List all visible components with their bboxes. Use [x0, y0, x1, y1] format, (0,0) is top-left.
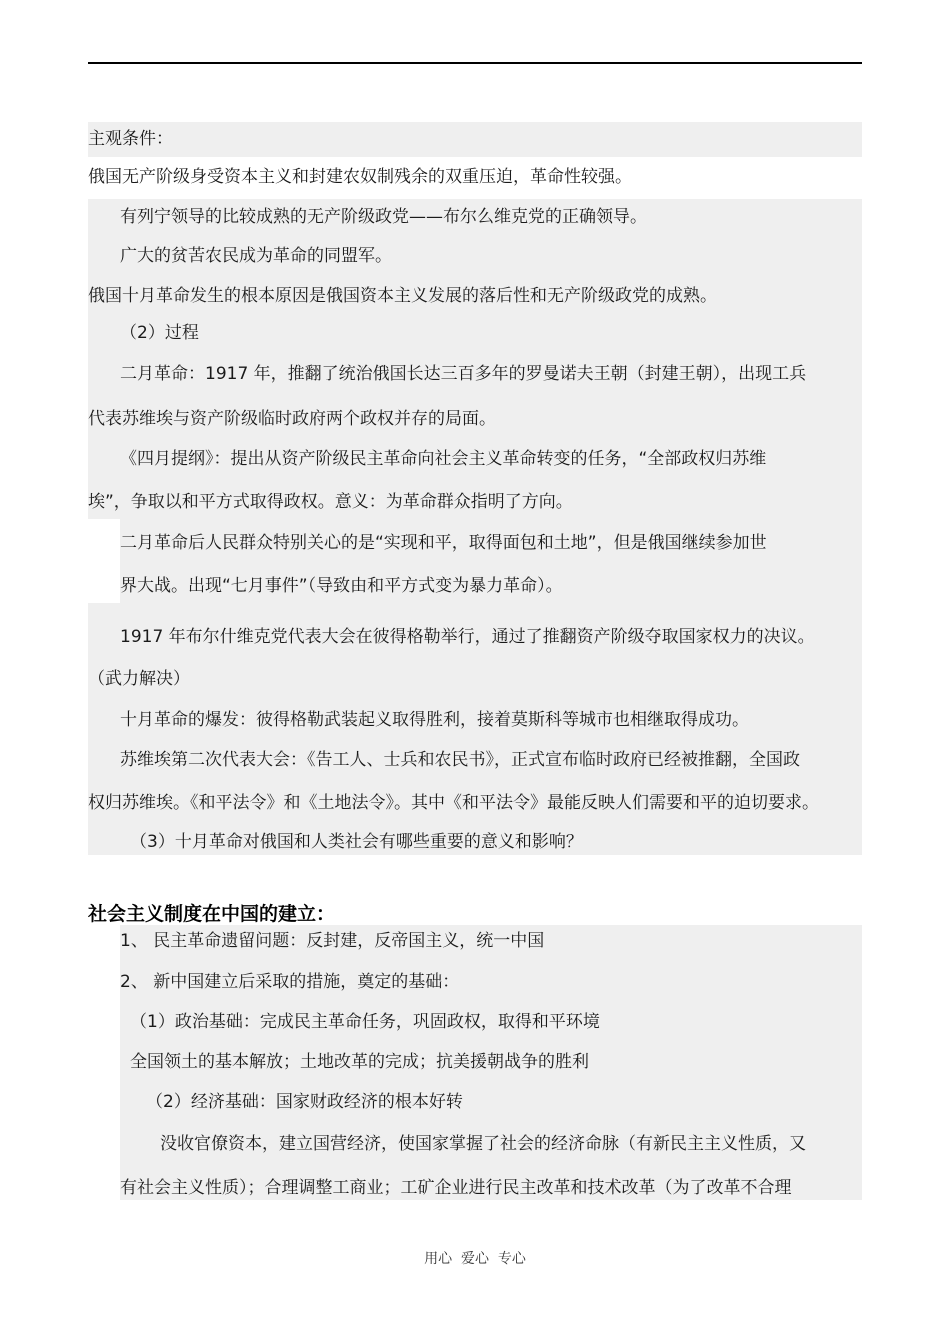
paragraph-line: 有社会主义性质）；合理调整工商业；工矿企业进行民主改革和技术改革（为了改革不合理 [120, 1178, 792, 1198]
section-title: 社会主义制度在中国的建立： [88, 903, 336, 925]
paragraph-line: 代表苏维埃与资产阶级临时政府两个政权并存的局面。 [88, 409, 496, 429]
paragraph-line: 没收官僚资本，建立国营经济，使国家掌握了社会的经济命脉（有新民主主义性质，又 [160, 1134, 806, 1154]
subsection-economic: （2）经济基础：国家财政经济的根本好转 [146, 1092, 463, 1112]
section-heading-process: （2）过程 [120, 323, 199, 343]
page-footer: 用心 爱心 专心 [424, 1251, 526, 1267]
paragraph-line: 苏维埃第二次代表大会：《告工人、士兵和农民书》，正式宣布临时政府已经被推翻，全国政 [120, 750, 800, 770]
paragraph-line: 二月革命：1917 年，推翻了统治俄国长达三百多年的罗曼诺夫王朝（封建王朝），出现工兵 [120, 364, 807, 384]
paragraph-line: 界大战。出现“七月事件”（导致由和平方式变为暴力革命）。 [120, 576, 563, 596]
header-rule [88, 62, 862, 64]
paragraph-line: 二月革命后人民群众特别关心的是“实现和平，取得面包和土地”，但是俄国继续参加世 [120, 533, 767, 553]
paragraph-line: 十月革命的爆发：彼得格勒武装起义取得胜利，接着莫斯科等城市也相继取得成功。 [120, 710, 749, 730]
list-item: 2、 新中国建立后采取的措施，奠定的基础： [120, 972, 460, 992]
paragraph-line: 权归苏维埃。《和平法令》和《土地法令》。其中《和平法令》最能反映人们需要和平的迫切要求。 [88, 793, 819, 813]
paragraph-line: 俄国十月革命发生的根本原因是俄国资本主义发展的落后性和无产阶级政党的成熟。 [88, 286, 717, 306]
subjective-conditions-label: 主观条件： [88, 129, 173, 149]
highlight-block-1 [88, 122, 862, 157]
paragraph-line: 广大的贫苦农民成为革命的同盟军。 [120, 246, 392, 266]
paragraph-line: 全国领土的基本解放；土地改革的完成；抗美援朝战争的胜利 [130, 1052, 589, 1072]
paragraph-line: 俄国无产阶级身受资本主义和封建农奴制残余的双重压迫，革命性较强。 [88, 167, 632, 187]
section-heading-significance: （3）十月革命对俄国和人类社会有哪些重要的意义和影响？ [130, 832, 583, 852]
list-item: 1、 民主革命遗留问题：反封建，反帝国主义，统一中国 [120, 931, 545, 951]
paragraph-line: 《四月提纲》：提出从资产阶级民主革命向社会主义革命转变的任务，“全部政权归苏维 [120, 449, 767, 469]
subsection-political: （1）政治基础：完成民主革命任务，巩固政权，取得和平环境 [130, 1012, 600, 1032]
paragraph-line: 1917 年布尔什维克党代表大会在彼得格勒举行，通过了推翻资产阶级夺取国家权力的决议。 [120, 627, 815, 647]
paragraph-line: 埃”，争取以和平方式取得政权。意义：为革命群众指明了方向。 [88, 492, 573, 512]
paragraph-line: （武力解决） [88, 669, 190, 689]
paragraph-line: 有列宁领导的比较成熟的无产阶级政党——布尔么维克党的正确领导。 [120, 207, 647, 227]
